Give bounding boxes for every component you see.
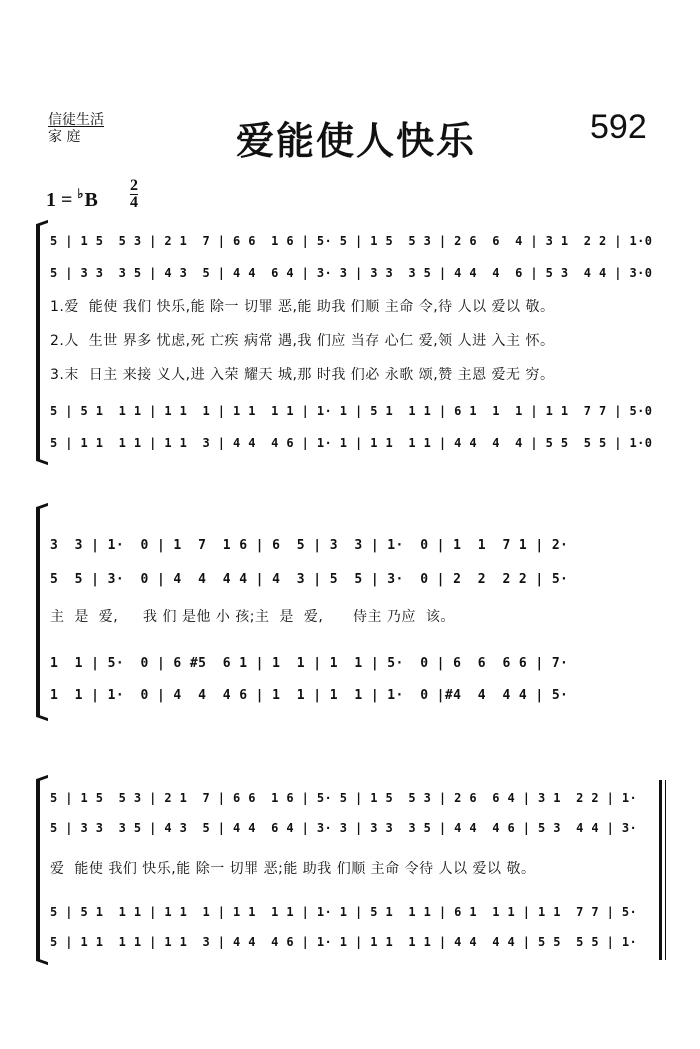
final-barline-thin (665, 780, 666, 960)
hymn-number: 592 (590, 108, 647, 146)
lyrics-verse-1: 1.爱 能使 我们 快乐,能 除一 切罪 恶,能 助我 们顺 主命 令,待 人以 爱以 敬。 (50, 299, 555, 315)
score-system-1 (36, 225, 666, 460)
final-barline-thick (659, 780, 662, 960)
alto-line: 5 | 3 3 3 5 | 4 3 5 | 4 4 6 4 | 3· 3 | 3 3 3 5 | 4 4 4 6 | 5 3 4 4 | 3·0 (50, 266, 653, 280)
soprano-line: 3 3 | 1· 0 | 1 7 1 6 | 6 5 | 3 3 | 1· 0 | 1 1 7 1 | 2· (50, 538, 569, 553)
system-bracket (36, 508, 48, 716)
system-bracket (36, 780, 48, 960)
time-signature (130, 178, 138, 211)
bass-line: 5 | 1 1 1 1 | 1 1 3 | 4 4 4 6 | 1· 1 | 1 1 1 1 | 4 4 4 4 | 5 5 5 5 | 1· (50, 935, 638, 949)
lyrics-verse-2: 2.人 生世 界多 忧虑,死 亡疾 病常 遇,我 们应 当存 心仁 爱,领 人进 入主 怀。 (50, 333, 555, 349)
category-line-1: 信徒生活 (48, 112, 104, 128)
alto-line: 5 | 3 3 3 5 | 4 3 5 | 4 4 6 4 | 3· 3 | 3 3 3 5 | 4 4 4 6 | 5 3 4 4 | 3· (50, 821, 638, 835)
category-label (48, 112, 104, 146)
score-system-2 (36, 508, 666, 716)
bass-line: 5 | 1 1 1 1 | 1 1 3 | 4 4 4 6 | 1· 1 | 1 1 1 1 | 4 4 4 4 | 5 5 5 5 | 1·0 (50, 436, 653, 450)
system-bracket (36, 225, 48, 460)
soprano-line: 5 | 1 5 5 3 | 2 1 7 | 6 6 1 6 | 5· 5 | 1 5 5 3 | 2 6 6 4 | 3 1 2 2 | 1·0 (50, 234, 653, 248)
hymn-title: 爱能使人快乐 (236, 119, 477, 163)
key-signature (46, 186, 98, 212)
tenor-line: 1 1 | 5· 0 | 6 #5 6 1 | 1 1 | 1 1 | 5· 0 | 6 6 6 6 | 7· (50, 656, 569, 671)
tenor-line: 5 | 5 1 1 1 | 1 1 1 | 1 1 1 1 | 1· 1 | 5 1 1 1 | 6 1 1 1 | 1 1 7 7 | 5· (50, 905, 638, 919)
key-note: B (84, 189, 98, 211)
time-numerator: 2 (130, 177, 138, 194)
tenor-line: 5 | 5 1 1 1 | 1 1 1 | 1 1 1 1 | 1· 1 | 5 1 1 1 | 6 1 1 1 | 1 1 7 7 | 5·0 (50, 404, 653, 418)
hymn-header (0, 0, 700, 220)
lyrics-verse-3: 3.末 日主 来接 义人,进 入荣 耀天 城,那 时我 们必 永歌 颂,赞 主恩 爱无 穷。 (50, 367, 555, 383)
category-line-2: 家 庭 (48, 129, 81, 145)
flat-sign: ♭ (77, 186, 84, 201)
time-denominator: 4 (130, 194, 138, 211)
score-system-3 (36, 780, 666, 960)
key-prefix: 1 = (46, 189, 78, 211)
bass-line: 1 1 | 1· 0 | 4 4 4 6 | 1 1 | 1 1 | 1· 0 |#4 4 4 4 | 5· (50, 688, 569, 703)
lyrics-line: 主 是 爱, 我 们 是他 小 孩;主 是 爱, 侍主 乃应 该。 (50, 609, 455, 625)
lyrics-line: 爱 能使 我们 快乐,能 除一 切罪 恶;能 助我 们顺 主命 令待 人以 爱以 敬。 (50, 861, 536, 877)
alto-line: 5 5 | 3· 0 | 4 4 4 4 | 4 3 | 5 5 | 3· 0 | 2 2 2 2 | 5· (50, 572, 569, 587)
soprano-line: 5 | 1 5 5 3 | 2 1 7 | 6 6 1 6 | 5· 5 | 1 5 5 3 | 2 6 6 4 | 3 1 2 2 | 1· (50, 791, 638, 805)
